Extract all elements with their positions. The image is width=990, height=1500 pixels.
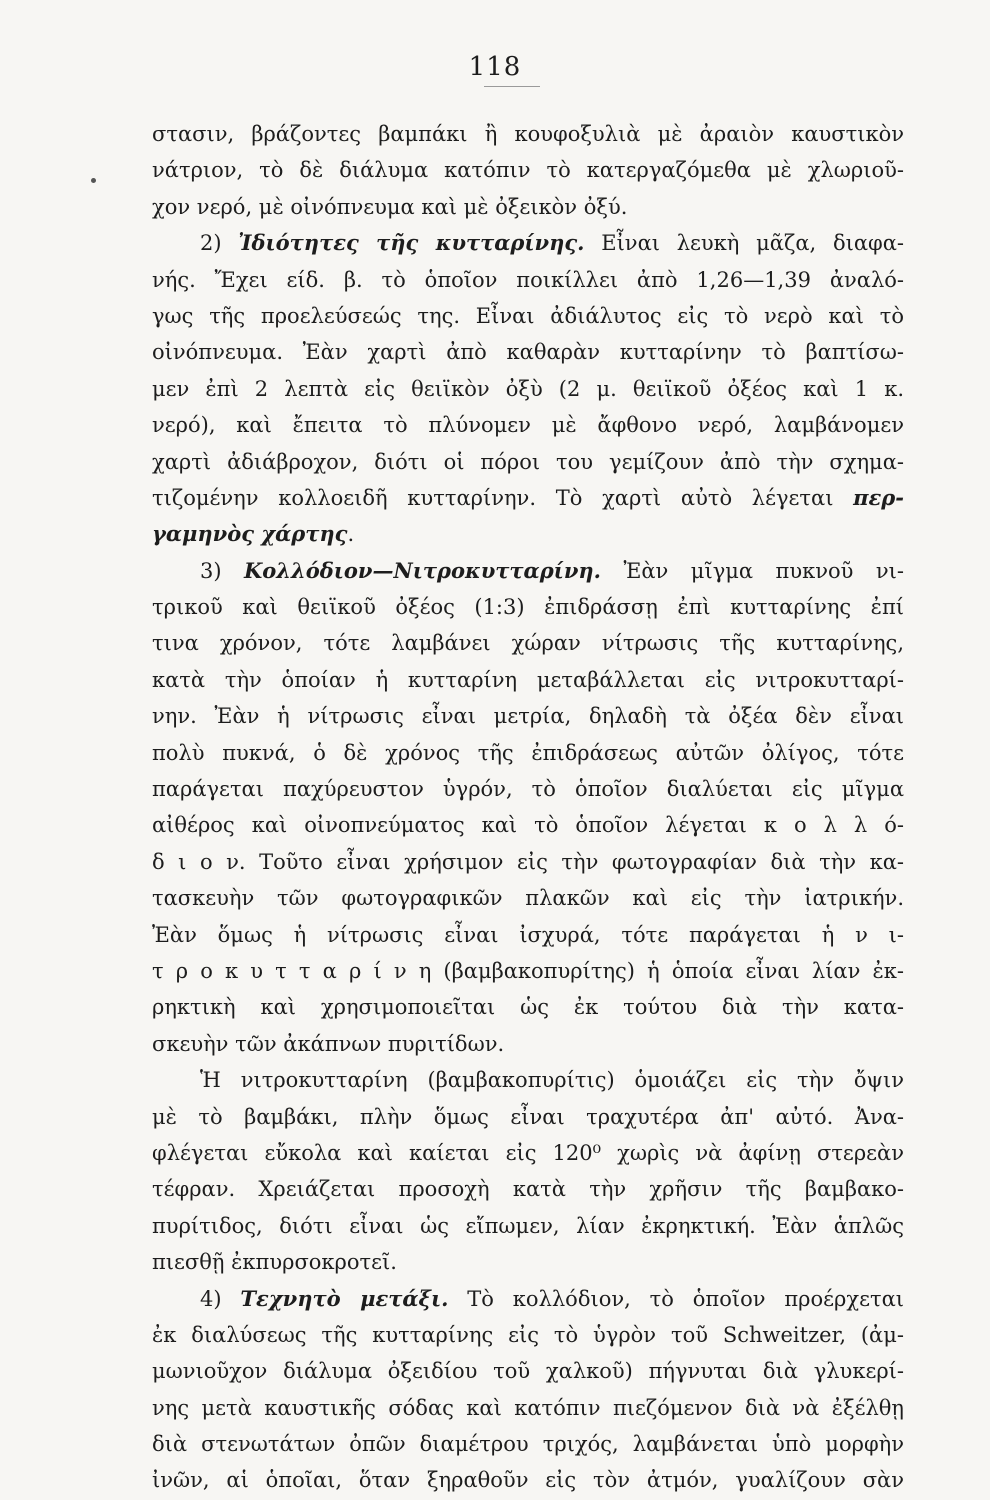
text-line bbox=[152, 1135, 904, 1171]
header-rule bbox=[484, 86, 540, 87]
text-line bbox=[152, 953, 904, 989]
line-text: νην. Ἐὰν ἡ νίτρωσις εἶναι μετρία, δηλαδὴ τὰ ὀξέα δὲν εἶναι bbox=[152, 704, 904, 729]
line-text: σκευὴν τῶν ἀκάπνων πυριτίδων. bbox=[152, 1031, 505, 1056]
section-heading: Κολλόδιον—Νιτροκυτταρίνη. bbox=[244, 557, 601, 583]
line-text: διὰ στενωτάτων ὀπῶν διαμέτρου τριχός, λαμβάνεται ὑπὸ μορφὴν bbox=[152, 1432, 904, 1457]
section-heading: Ἰδιότητες τῆς κυτταρίνης. bbox=[238, 230, 585, 256]
text-line bbox=[152, 735, 904, 771]
line-text: ἰνῶν, αἱ ὁποῖαι, ὅταν ξηραθοῦν εἰς τὸν ἀτμόν, γυαλίζουν σὰν bbox=[152, 1468, 904, 1493]
text-line bbox=[152, 371, 904, 407]
text-line bbox=[152, 1208, 904, 1244]
line-text: Ἡ νιτροκυτταρίνη (βαμβακοπυρίτις) ὁμοιάζει εἰς τὴν ὄψιν bbox=[200, 1068, 904, 1093]
section-heading: Τεχνητὸ μετάξι. bbox=[240, 1285, 449, 1311]
text-line bbox=[152, 516, 904, 552]
line-text: νερό), καὶ ἔπειτα τὸ πλύνομεν μὲ ἄφθονο νερό, λαμβάνομεν bbox=[152, 413, 904, 438]
line-text: τέφραν. Χρειάζεται προσοχὴ κατὰ τὴν χρῆσιν τῆς βαμβακο- bbox=[152, 1177, 904, 1202]
text-line bbox=[152, 225, 904, 261]
line-text: δ ι ο ν. Τοῦτο εἶναι χρήσιμον εἰς τὴν φωτογραφίαν διὰ τὴν κα- bbox=[152, 849, 904, 874]
line-text: νάτριον, τὸ δὲ διάλυμα κατόπιν τὸ κατεργαζόμεθα μὲ χλωριοῦ- bbox=[152, 158, 904, 183]
text-line bbox=[152, 917, 904, 953]
line-text: τ ρ ο κ υ τ τ α ρ ί ν η (βαμβακοπυρίτης) ἡ ὁποία εἶναι λίαν ἐκ- bbox=[152, 958, 904, 983]
line-text: τιζομένην κολλοειδῆ κυτταρίνην. Τὸ χαρτὶ αὐτὸ λέγεται bbox=[152, 485, 854, 510]
line-text: Ἐὰν ὅμως ἡ νίτρωσις εἶναι ἰσχυρά, τότε παράγεται ἡ ν ι- bbox=[152, 922, 904, 947]
line-text: πυρίτιδος, διότι εἶναι ὡς εἴπωμεν, λίαν ἐκρηκτική. Ἐὰν ἁπλῶς bbox=[152, 1213, 904, 1238]
line-text: Τὸ κολλόδιον, τὸ ὁποῖον προέρχεται bbox=[448, 1286, 904, 1311]
line-text: γως τῆς προελεύσεώς της. Εἶναι ἀδιάλυτος εἰς τὸ νερὸ καὶ τὸ bbox=[152, 303, 904, 328]
line-text: φλέγεται εὔκολα καὶ καίεται εἰς 120⁰ χωρὶς νὰ ἀφίνῃ στερεὰν bbox=[152, 1140, 904, 1165]
text-line bbox=[152, 1353, 904, 1389]
term-emphasis: περ- bbox=[853, 484, 904, 510]
text-line bbox=[152, 1426, 904, 1462]
line-text: στασιν, βράζοντες βαμπάκι ἢ κουφοξυλιὰ μὲ ἀραιὸν καυστικὸν bbox=[152, 122, 904, 146]
line-text: οἰνόπνευμα. Ἐὰν χαρτὶ ἀπὸ καθαρὰν κυτταρίνην τὸ βαπτίσω- bbox=[152, 340, 904, 365]
line-text: κατὰ τὴν ὁποίαν ἡ κυτταρίνη μεταβάλλεται εἰς νιτροκυτταρί- bbox=[152, 667, 904, 692]
line-text: τρικοῦ καὶ θειϊκοῦ ὀξέος (1:3) ἐπιδράσσῃ ἐπὶ κυτταρίνης ἐπί bbox=[152, 595, 904, 620]
text-line bbox=[152, 589, 904, 625]
text-line bbox=[152, 662, 904, 698]
line-text: νής. Ἔχει είδ. β. τὸ ὁποῖον ποικίλλει ἀπὸ 1,26—1,39 ἀναλό- bbox=[152, 267, 904, 292]
text-line bbox=[152, 334, 904, 370]
body-text bbox=[152, 116, 904, 1499]
text-line bbox=[152, 1281, 904, 1317]
text-line bbox=[152, 1462, 904, 1498]
margin-speck bbox=[91, 178, 96, 183]
section-heading: γαμηνὸς χάρτης bbox=[152, 521, 348, 547]
text-line bbox=[152, 1390, 904, 1426]
text-line bbox=[152, 407, 904, 443]
text-line bbox=[152, 625, 904, 661]
section-number: 2) bbox=[200, 231, 239, 256]
text-line bbox=[152, 189, 904, 225]
text-line bbox=[152, 989, 904, 1025]
section-number: 3) bbox=[200, 558, 245, 583]
line-text: Εἶναι λευκὴ μᾶζα, διαφα- bbox=[584, 231, 904, 256]
text-line bbox=[152, 262, 904, 298]
text-line bbox=[152, 298, 904, 334]
text-line bbox=[152, 880, 904, 916]
line-text: χον νερό, μὲ οἰνόπνευμα καὶ μὲ ὀξεικὸν ὀξύ. bbox=[152, 194, 628, 219]
line-text: μωνιοῦχον διάλυμα ὀξειδίου τοῦ χαλκοῦ) πήγνυται διὰ γλυκερί- bbox=[152, 1359, 904, 1384]
text-line bbox=[152, 1026, 904, 1062]
line-text: τινα χρόνον, τότε λαμβάνει χώραν νίτρωσις τῆς κυτταρίνης, bbox=[152, 631, 904, 656]
page-number: 118 bbox=[468, 52, 522, 82]
text-line bbox=[152, 553, 904, 589]
line-text: νης μετὰ καυστικῆς σόδας καὶ κατόπιν πιεζόμενον διὰ νὰ ἐξέλθῃ bbox=[152, 1395, 904, 1420]
line-text: πολὺ πυκνά, ὁ δὲ χρόνος τῆς ἐπιδράσεως αὐτῶν ὀλίγος, τότε bbox=[152, 740, 904, 765]
text-line bbox=[152, 1099, 904, 1135]
text-line bbox=[152, 698, 904, 734]
text-line bbox=[152, 807, 904, 843]
line-text: παράγεται παχύρευστον ὑγρόν, τὸ ὁποῖον διαλύεται εἰς μῖγμα bbox=[152, 777, 904, 802]
line-text: αἰθέρος καὶ οἰνοπνεύματος καὶ τὸ ὁποῖον λέγεται κ ο λ λ ό- bbox=[152, 813, 904, 838]
text-line bbox=[152, 1171, 904, 1207]
line-text: μὲ τὸ βαμβάκι, πλὴν ὅμως εἶναι τραχυτέρα ἀπ' αὐτό. Ἀνα- bbox=[152, 1104, 904, 1129]
text-line bbox=[152, 116, 904, 152]
line-text: τασκευὴν τῶν φωτογραφικῶν πλακῶν καὶ εἰς τὴν ἰατρικήν. bbox=[152, 886, 904, 911]
line-text: μεν ἐπὶ 2 λεπτὰ εἰς θειϊκὸν ὀξὺ (2 μ. θειϊκοῦ ὀξέος καὶ 1 κ. bbox=[152, 376, 904, 401]
line-text: χαρτὶ ἀδιάβροχον, διότι οἱ πόροι του γεμίζουν ἀπὸ τὴν σχημα- bbox=[152, 449, 904, 474]
line-text: . bbox=[347, 522, 355, 547]
text-line bbox=[152, 1244, 904, 1280]
line-text: πιεσθῇ ἐκπυρσοκροτεῖ. bbox=[152, 1250, 397, 1275]
text-line bbox=[152, 1062, 904, 1098]
text-line bbox=[152, 152, 904, 188]
line-text: Ἐὰν μῖγμα πυκνοῦ νι- bbox=[600, 558, 904, 583]
text-line bbox=[152, 1317, 904, 1353]
text-line bbox=[152, 844, 904, 880]
section-number: 4) bbox=[200, 1286, 241, 1311]
text-line bbox=[152, 444, 904, 480]
line-text: ρηκτικὴ καὶ χρησιμοποιεῖται ὡς ἐκ τούτου διὰ τὴν κατα- bbox=[152, 995, 904, 1020]
line-text: ἐκ διαλύσεως τῆς κυτταρίνης εἰς τὸ ὑγρὸν τοῦ Schweitzer, (ἀμ- bbox=[152, 1322, 904, 1347]
text-line bbox=[152, 480, 904, 516]
text-line bbox=[152, 771, 904, 807]
